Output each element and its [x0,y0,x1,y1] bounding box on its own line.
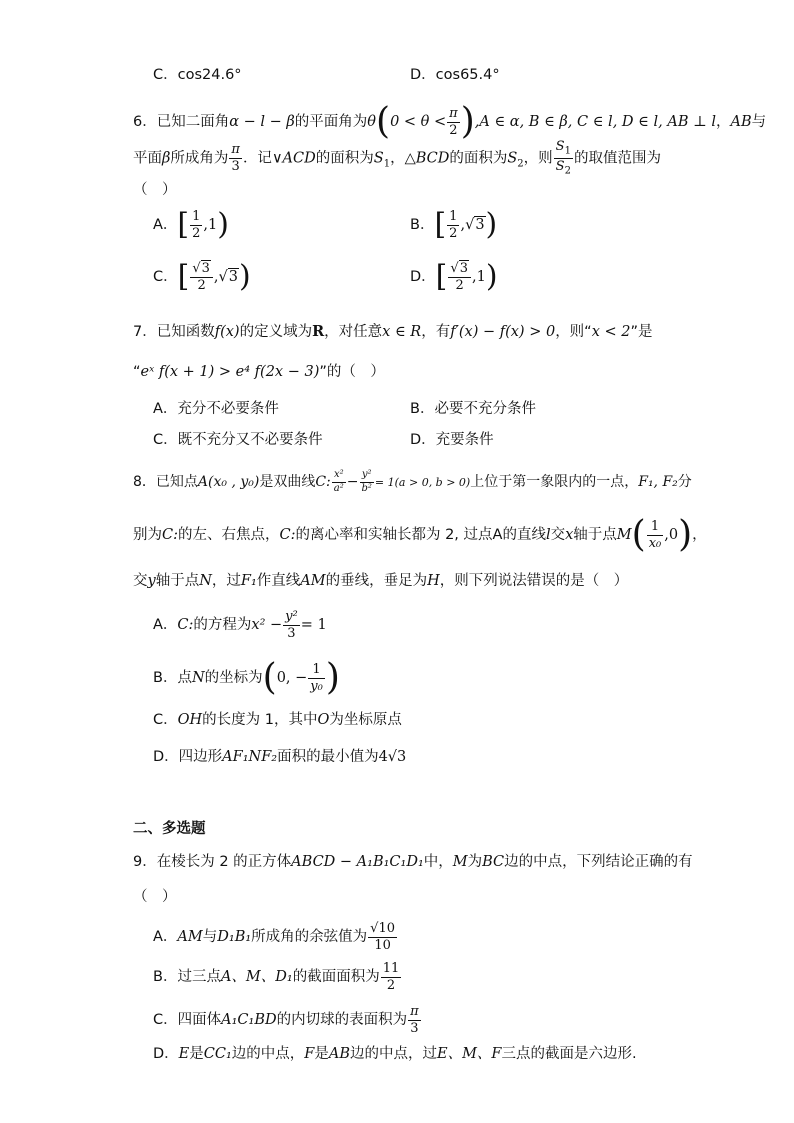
q7-option-b: B．必要不充分条件 [410,401,536,417]
text: 的取值范围为 [573,150,661,167]
text: 平面 [133,150,162,167]
fraction: $\frac{S_1}{S_2}$ [555,139,571,177]
q6-paren: （ ） [133,182,177,198]
q8-stem-line1: 8．已知点A(x₀ , y₀)是双曲线C: $\frac{\text{x²}}{\text{a²}}$ − $\frac{\text{y²}}{\text{b²}}$ = 1(a > 0, b > 0)上位于第一象限内的一点，F₁, F₂分 [133,469,692,494]
text: 与 [751,114,767,130]
math: θ [367,114,377,130]
math: AB [730,114,752,130]
math: 0 < θ < [390,114,447,130]
q8-option-b: B．点N的坐标为(0, − $\frac{1}{\text{y₀}}$ ) [153,657,340,698]
text: 6．已知二面角 [133,114,230,130]
fraction: $\frac{\pi}{2}$ [449,105,458,138]
math: ∨ACD [271,150,316,167]
text: ， [390,150,405,167]
text: ．记 [242,150,272,167]
q7-option-d: D．充要条件 [410,432,494,448]
q9-option-a: A．AM与D₁B₁所成角的余弦值为 $\frac{√10}{10}$ [153,921,395,953]
subscript: 2 [517,158,524,170]
q8-stem-line3: 交y轴于点N，过F₁作直线AM的垂线，垂足为H，则下列说法错误的是（ ） [133,573,629,589]
text: 的平面角为 [294,114,368,130]
option-c: C．cos24.6° [153,67,242,83]
q9-stem-line1: 9．在棱长为 2 的正方体ABCD − A₁B₁C₁D₁中，M为BC边的中点，下列结论正确的有 [133,854,693,870]
text: 所成角为 [170,150,229,167]
q6-option-b: B．[ $\frac{1}{2}$ ,√3) [410,207,498,243]
q8-option-c: C．OH的长度为 1，其中O为坐标原点 [153,712,402,728]
text: 的面积为 [315,150,374,167]
q6-option-c: C．[ $\frac{√3}{2}$ ,√3) [153,259,251,295]
q7-stem-line1: 7．已知函数f(x)的定义域为R，对任意x ∈ R，有f′(x) − f(x) > 0，则“x < 2”是 [133,323,653,340]
math: S [507,150,518,167]
paren-open: ( [376,101,391,142]
option-d: D．cos65.4° [410,67,500,83]
q8-stem-line2: 别为C:的左、右焦点，C:的离心率和实轴长都为 2, 过点A的直线l交x轴于点M( $\frac{1}{\text{x₀}}$ ,0)， [133,514,707,555]
math: ,A ∈ α, B ∈ β, C ∈ l, D ∈ l, AB ⊥ l [474,114,716,130]
math: α − l − β [229,114,295,130]
q9-option-d: D．E是CC₁边的中点，F是AB边的中点，过E、M、F三点的截面是六边形. [153,1046,637,1062]
math: β [162,150,171,167]
fraction: $\frac{\pi}{3}$ [231,142,240,175]
section-title: 二、多选题 [133,821,206,837]
text: 的面积为 [449,150,508,167]
q7-option-c: C．既不充分又不必要条件 [153,432,323,448]
q8-option-d: D．四边形AF₁NF₂面积的最小值为4√3 [153,749,407,765]
q6-option-a: A．[ $\frac{1}{2}$ ,1) [153,207,229,243]
q9-paren: （ ） [133,889,177,905]
q6-stem-line2 [133,140,661,177]
q9-option-b: B．过三点A、M、D₁的截面面积为 $\frac{11}{2}$ [153,961,400,993]
math: S [373,150,384,167]
text: ， [715,114,731,130]
text: ，则 [523,150,553,167]
q9-option-c: C．四面体A₁C₁BD的内切球的表面积为 $\frac{\pi}{3}$ [153,1004,419,1036]
paren-close: ) [460,101,475,142]
subscript: 1 [383,158,391,170]
math: △BCD [404,150,450,167]
q7-stem-line2: “eˣ f(x + 1) > e⁴ f(2x − 3)”的（ ） [133,364,385,380]
q8-option-a: A．C:的方程为x² − $\frac{\text{y²}}{3}$ = 1 [153,609,327,641]
q6-option-d: D．[ $\frac{√3}{2}$ ,1) [410,259,498,295]
q7-option-a: A．充分不必要条件 [153,401,279,417]
q6-stem-line1 [133,101,767,142]
